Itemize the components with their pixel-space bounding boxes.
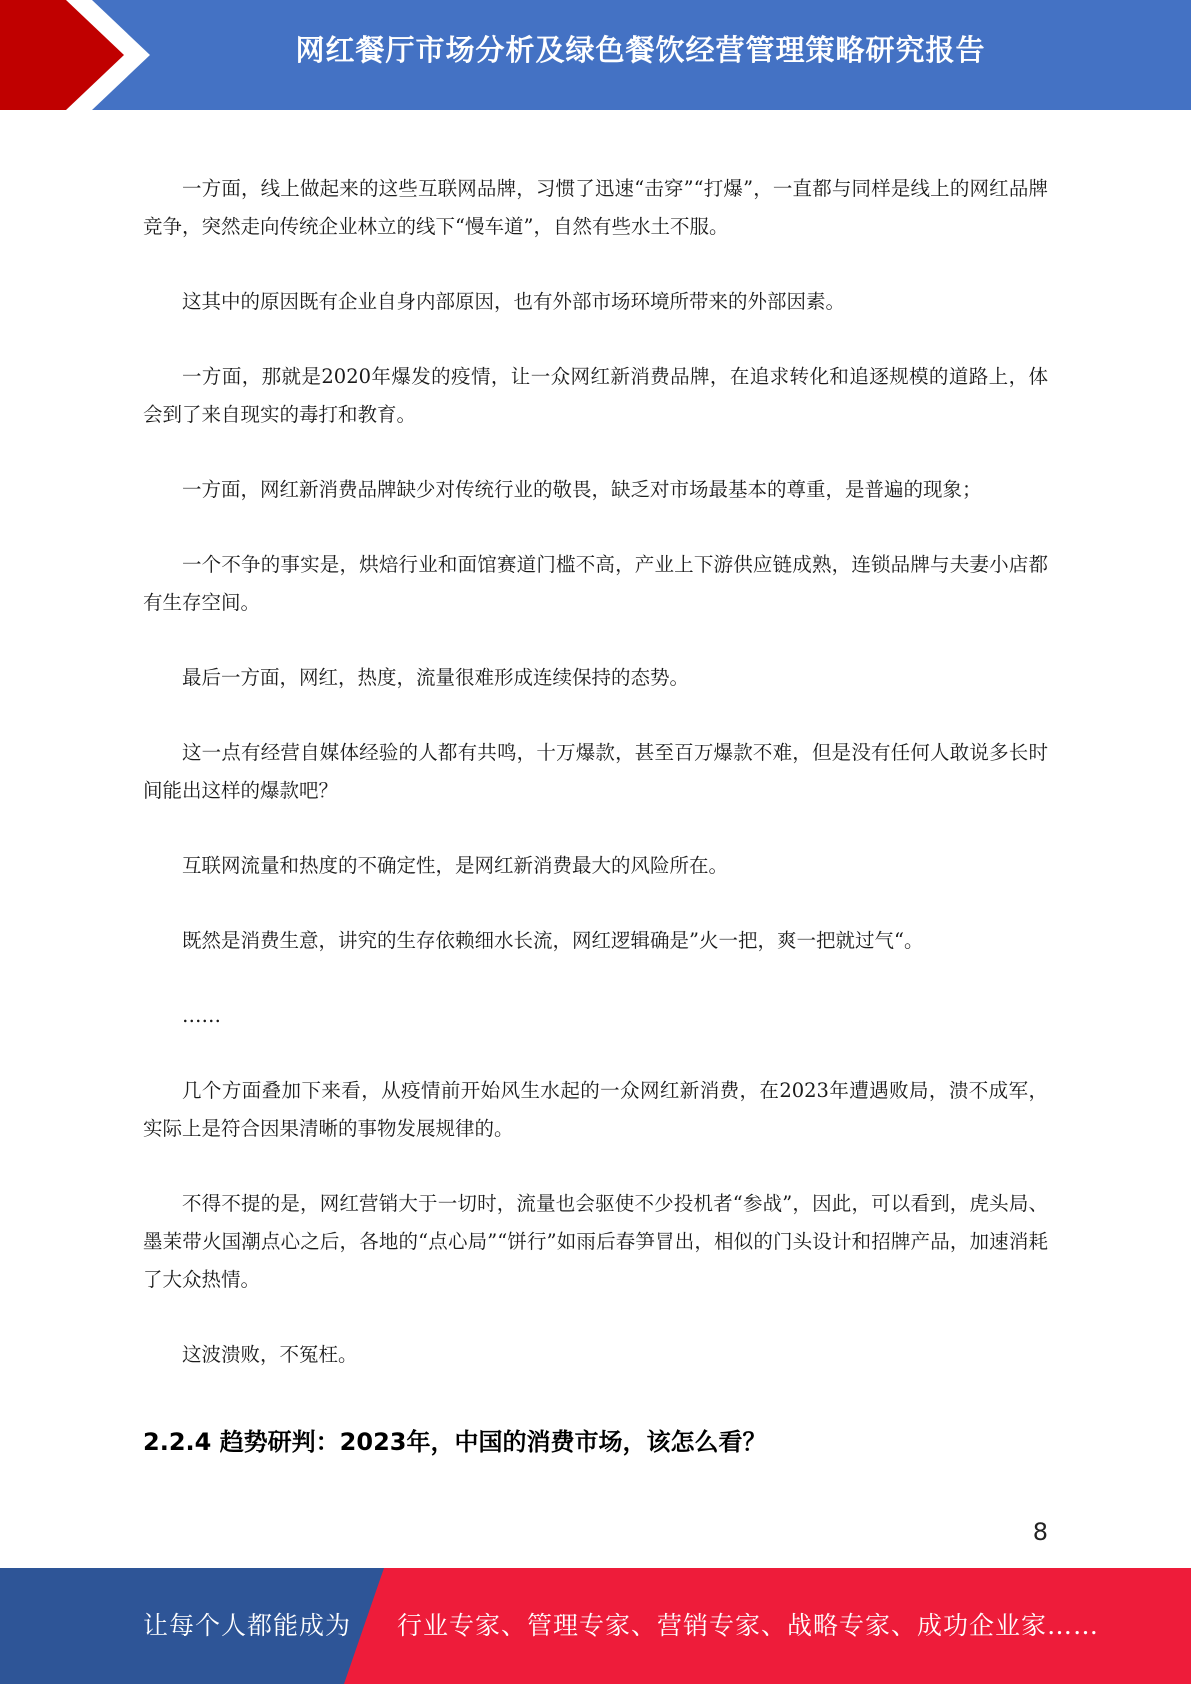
paragraph: 一方面，线上做起来的这些互联网品牌，习惯了迅速“击穿”“打爆”，一直都与同样是线上的网红品牌竞争，突然走向传统企业林立的线下“慢车道”，自然有些水土不服。 bbox=[143, 177, 1048, 238]
report-title: 网红餐厅市场分析及绿色餐饮经营管理策略研究报告 bbox=[295, 33, 986, 67]
page-footer bbox=[0, 1568, 1191, 1684]
paragraph: 互联网流量和热度的不确定性，是网红新消费最大的风险所在。 bbox=[182, 854, 729, 877]
document-body bbox=[143, 170, 1048, 1411]
header-red-chevron-shape bbox=[0, 0, 150, 110]
footer-slogan-left: 让每个人都能成为 bbox=[143, 1611, 352, 1640]
paragraph: 这一点有经营自媒体经验的人都有共鸣，十万爆款，甚至百万爆款不难，但是没有任何人敢说多长时间能出这样的爆款吧？ bbox=[143, 741, 1048, 802]
paragraph: 一方面，网红新消费品牌缺少对传统行业的敬畏，缺乏对市场最基本的尊重，是普遍的现象； bbox=[182, 478, 982, 501]
paragraph: 这波溃败，不冤枉。 bbox=[182, 1343, 358, 1366]
ellipsis-paragraph: …… bbox=[182, 1004, 221, 1027]
paragraph: 几个方面叠加下来看，从疫情前开始风生水起的一众网红新消费，在2023年遭遇败局，溃不成军，实际上是符合因果清晰的事物发展规律的。 bbox=[143, 1079, 1048, 1140]
page-header bbox=[0, 0, 1191, 110]
paragraph: 一方面，那就是2020年爆发的疫情，让一众网红新消费品牌，在追求转化和追逐规模的道路上，体会到了来自现实的毒打和教育。 bbox=[143, 365, 1048, 426]
paragraph: 这其中的原因既有企业自身内部原因，也有外部市场环境所带来的外部因素。 bbox=[182, 290, 846, 313]
page-number: 8 bbox=[1032, 1518, 1048, 1546]
paragraph: 最后一方面，网红，热度，流量很难形成连续保持的态势。 bbox=[182, 666, 690, 689]
paragraph: 不得不提的是，网红营销大于一切时，流量也会驱使不少投机者“参战”，因此，可以看到，虎头局、墨茉带火国潮点心之后，各地的“点心局”“饼行”如雨后春笋冒出，相似的门头设计和招牌产品，加速消耗了大众热情。 bbox=[143, 1192, 1048, 1291]
section-heading: 2.2.4 趋势研判：2023年，中国的消费市场，该怎么看？ bbox=[143, 1428, 767, 1456]
paragraph: 既然是消费生意，讲究的生存依赖细水长流，网红逻辑确是”火一把，爽一把就过气“。 bbox=[182, 929, 924, 952]
footer-slogan-right: 行业专家、管理专家、营销专家、战略专家、成功企业家…… bbox=[397, 1611, 1100, 1640]
paragraph: 一个不争的事实是，烘焙行业和面馆赛道门槛不高，产业上下游供应链成熟，连锁品牌与夫妻小店都有生存空间。 bbox=[143, 553, 1048, 614]
